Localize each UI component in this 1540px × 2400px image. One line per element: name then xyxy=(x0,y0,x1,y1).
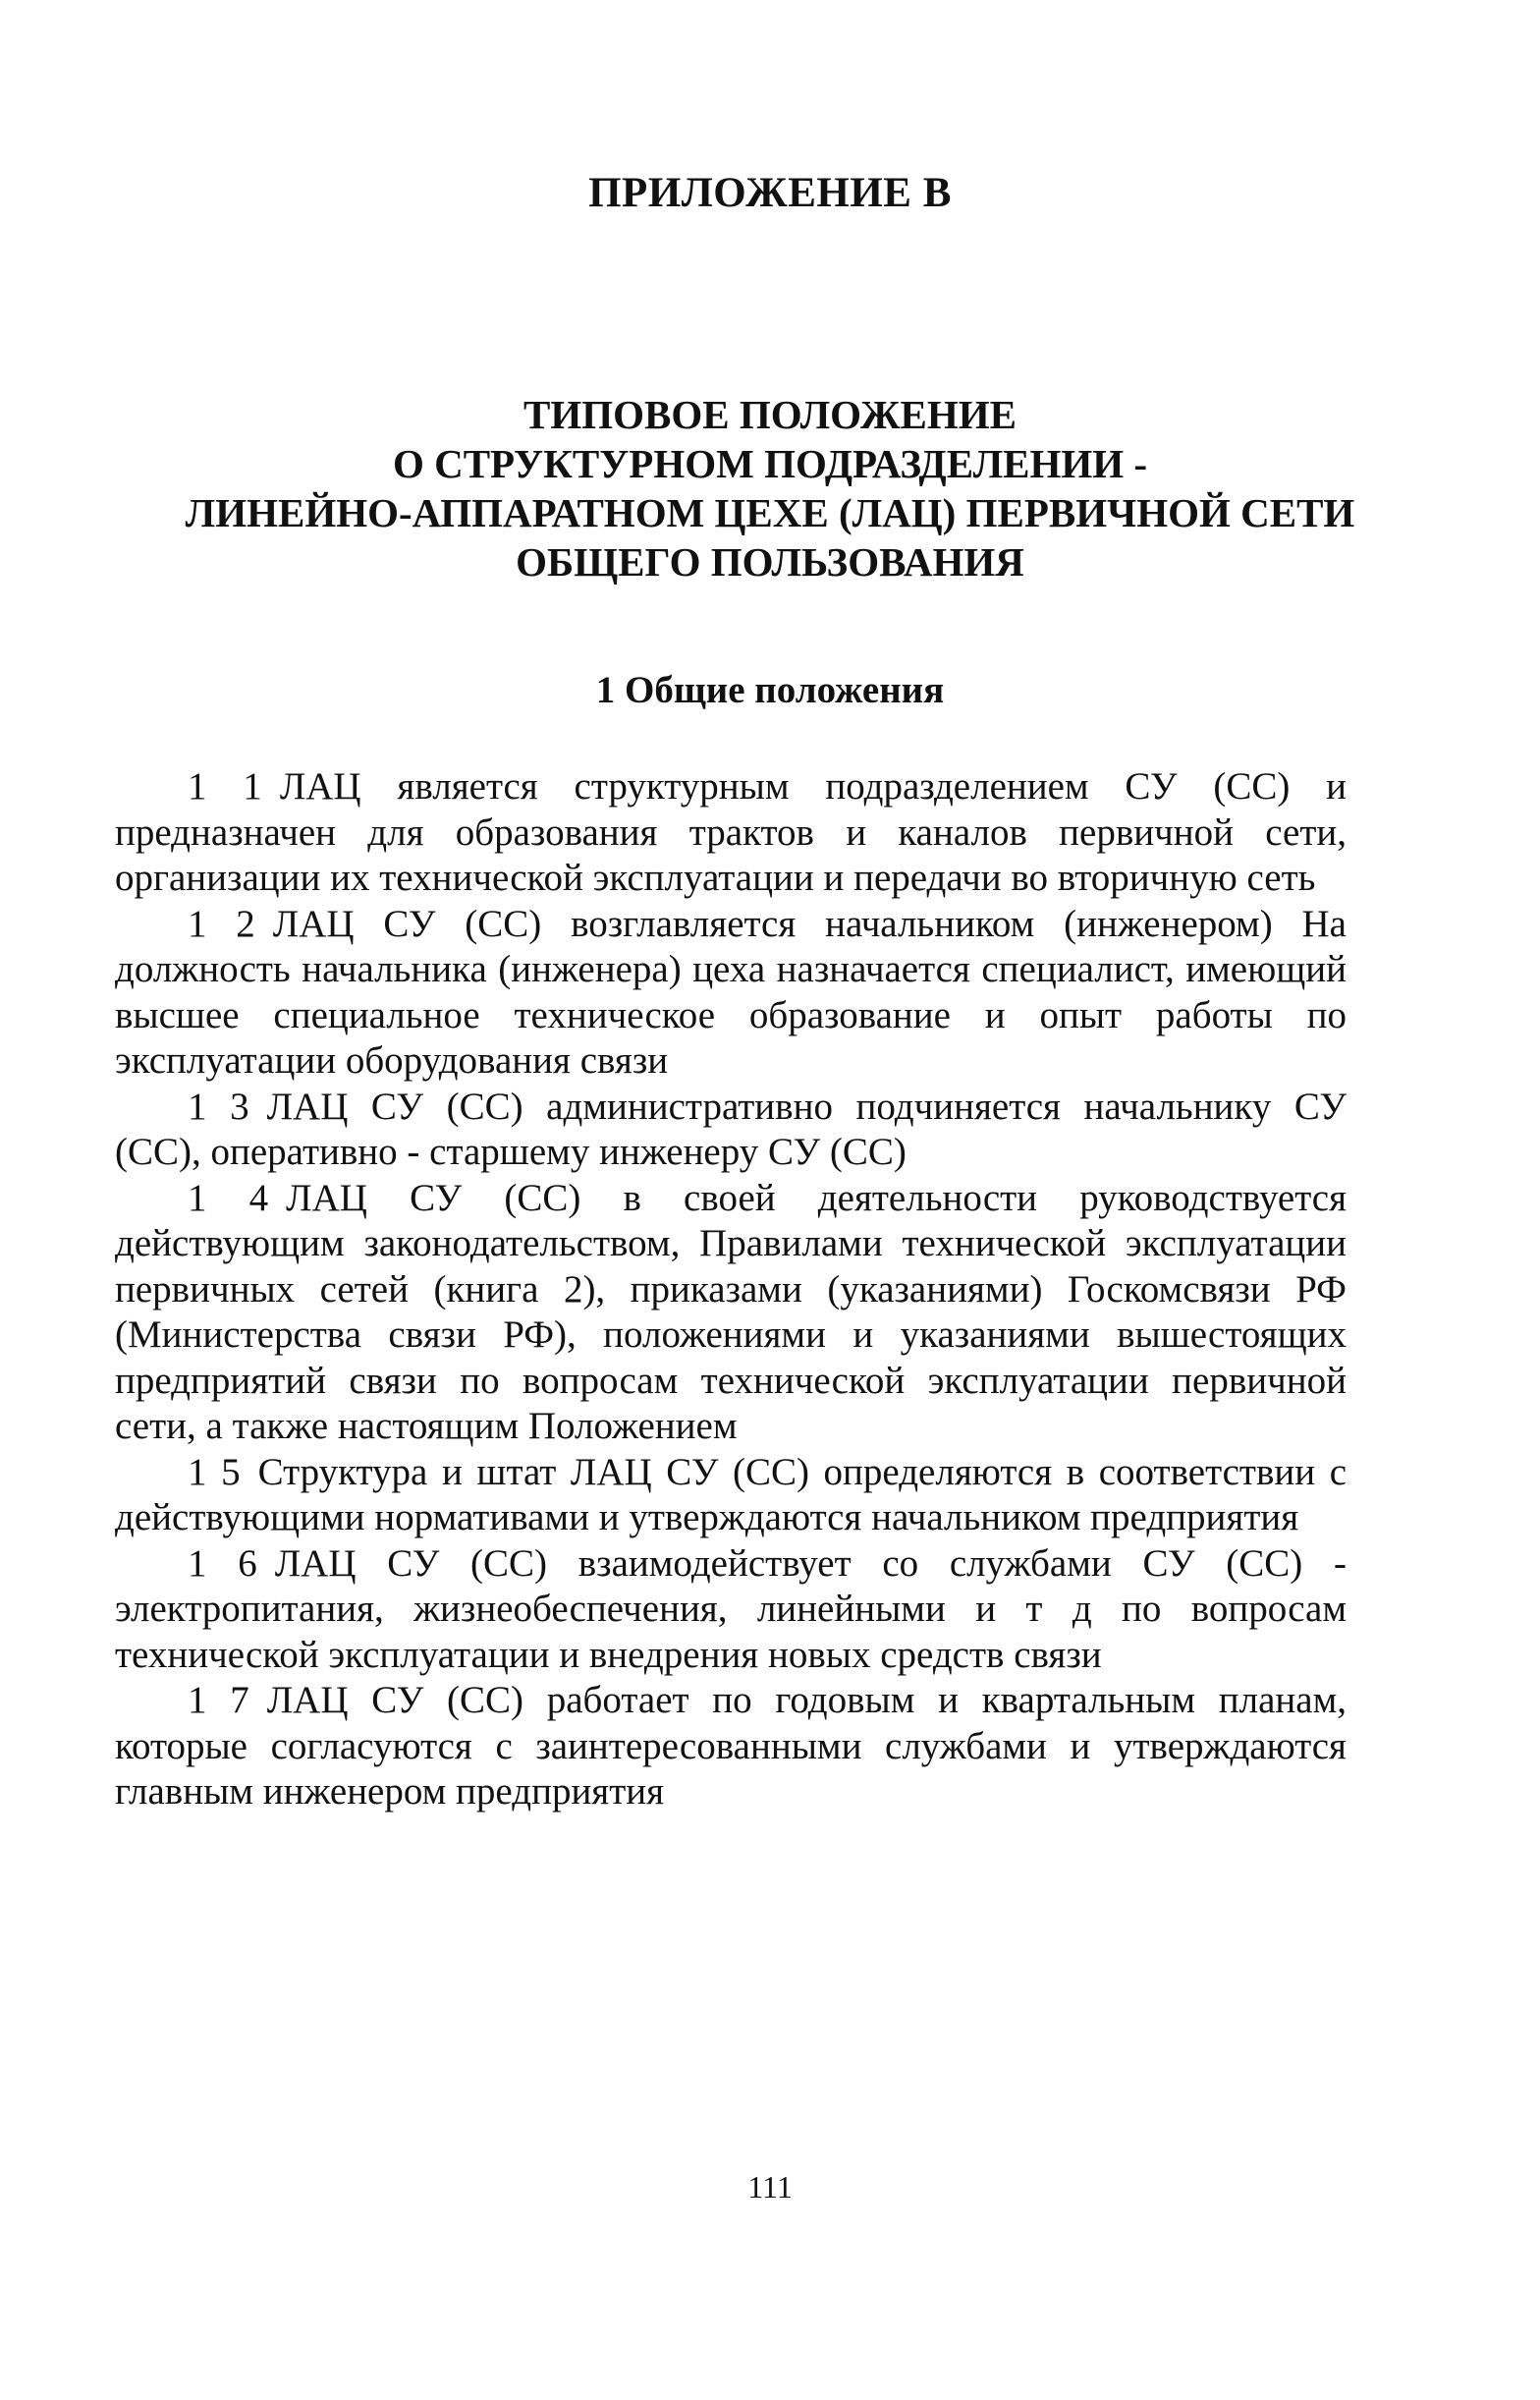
document-title-line: О СТРУКТУРНОМ ПОДРАЗДЕЛЕНИИ - xyxy=(392,441,1148,486)
document-title-line: ЛИНЕЙНО-АППАРАТНОМ ЦЕХЕ (ЛАЦ) ПЕРВИЧНОЙ СЕТИ xyxy=(185,490,1355,535)
paragraph-text: ЛАЦ СУ (СС) работает по годовым и квартальным планам, которые согласуются с заинтересованными службами и утверждаются главным инженером предприятия xyxy=(115,1679,1347,1813)
paragraph-1-7 xyxy=(115,1678,1347,1815)
paragraph-number: 1 6 xyxy=(188,1541,257,1585)
section-heading: 1 Общие положения xyxy=(595,669,945,711)
page-number: 111 xyxy=(747,2169,793,2205)
paragraph-text: ЛАЦ является структурным подразделением СУ (СС) и предназначен для образования трактов и каналов первичной сети, организации их технической эксплуатации и передачи во вторичную сеть xyxy=(115,765,1348,899)
paragraph-number: 1 3 xyxy=(188,1085,249,1128)
paragraph-number: 1 5 xyxy=(188,1450,241,1493)
paragraph-number: 1 7 xyxy=(188,1679,249,1721)
paragraph-text: ЛАЦ СУ (СС) в своей деятельности руководствуется действующим законодательством, Правилами технической эксплуатации первичных сетей (книга 2), приказами (указаниями) Госкомсвязи РФ (Министерства связи РФ), положениями и указаниями вышестоящих предприятий связи по вопросам технической эксплуатации первичной сети, а также настоящим Положением xyxy=(115,1176,1348,1447)
body-text xyxy=(115,764,1347,1815)
appendix-title: ПРИЛОЖЕНИЕ В xyxy=(588,170,952,216)
document-title-line: ОБЩЕГО ПОЛЬЗОВАНИЯ xyxy=(516,539,1024,585)
paragraph-text: Структура и штат ЛАЦ СУ (СС) определяются в соответствии с действующими нормативами и утверждаются начальником предприятия xyxy=(115,1450,1347,1538)
paragraph-text: ЛАЦ СУ (СС) административно подчиняется начальнику СУ (СС), оперативно - старшему инженеру СУ (СС) xyxy=(115,1085,1348,1173)
paragraph-1-4 xyxy=(115,1176,1347,1450)
paragraph-text: ЛАЦ СУ (СС) взаимодействует со службами СУ (СС) - электропитания, жизнеобеспечения, линейными и т д по вопросам технической эксплуатации и внедрения новых средств связи xyxy=(115,1541,1347,1676)
document-title-line: ТИПОВОЕ ПОЛОЖЕНИЕ xyxy=(522,392,1018,437)
paragraph-1-1 xyxy=(115,764,1347,902)
paragraph-number: 1 2 xyxy=(188,902,255,945)
paragraph-1-3 xyxy=(115,1085,1347,1176)
paragraph-1-5 xyxy=(115,1450,1347,1541)
paragraph-text: ЛАЦ СУ (СС) возглавляется начальником (инженером) На должность начальника (инженера) цеха назначается специалист, имеющий высшее специальное техническое образование и опыт работы по эксплуатации оборудования связи xyxy=(115,902,1347,1082)
document-title xyxy=(0,390,1540,586)
paragraph-1-2 xyxy=(115,902,1347,1085)
paragraph-number: 1 1 xyxy=(188,765,262,808)
paragraph-number: 1 4 xyxy=(188,1176,269,1219)
paragraph-1-6 xyxy=(115,1541,1347,1679)
